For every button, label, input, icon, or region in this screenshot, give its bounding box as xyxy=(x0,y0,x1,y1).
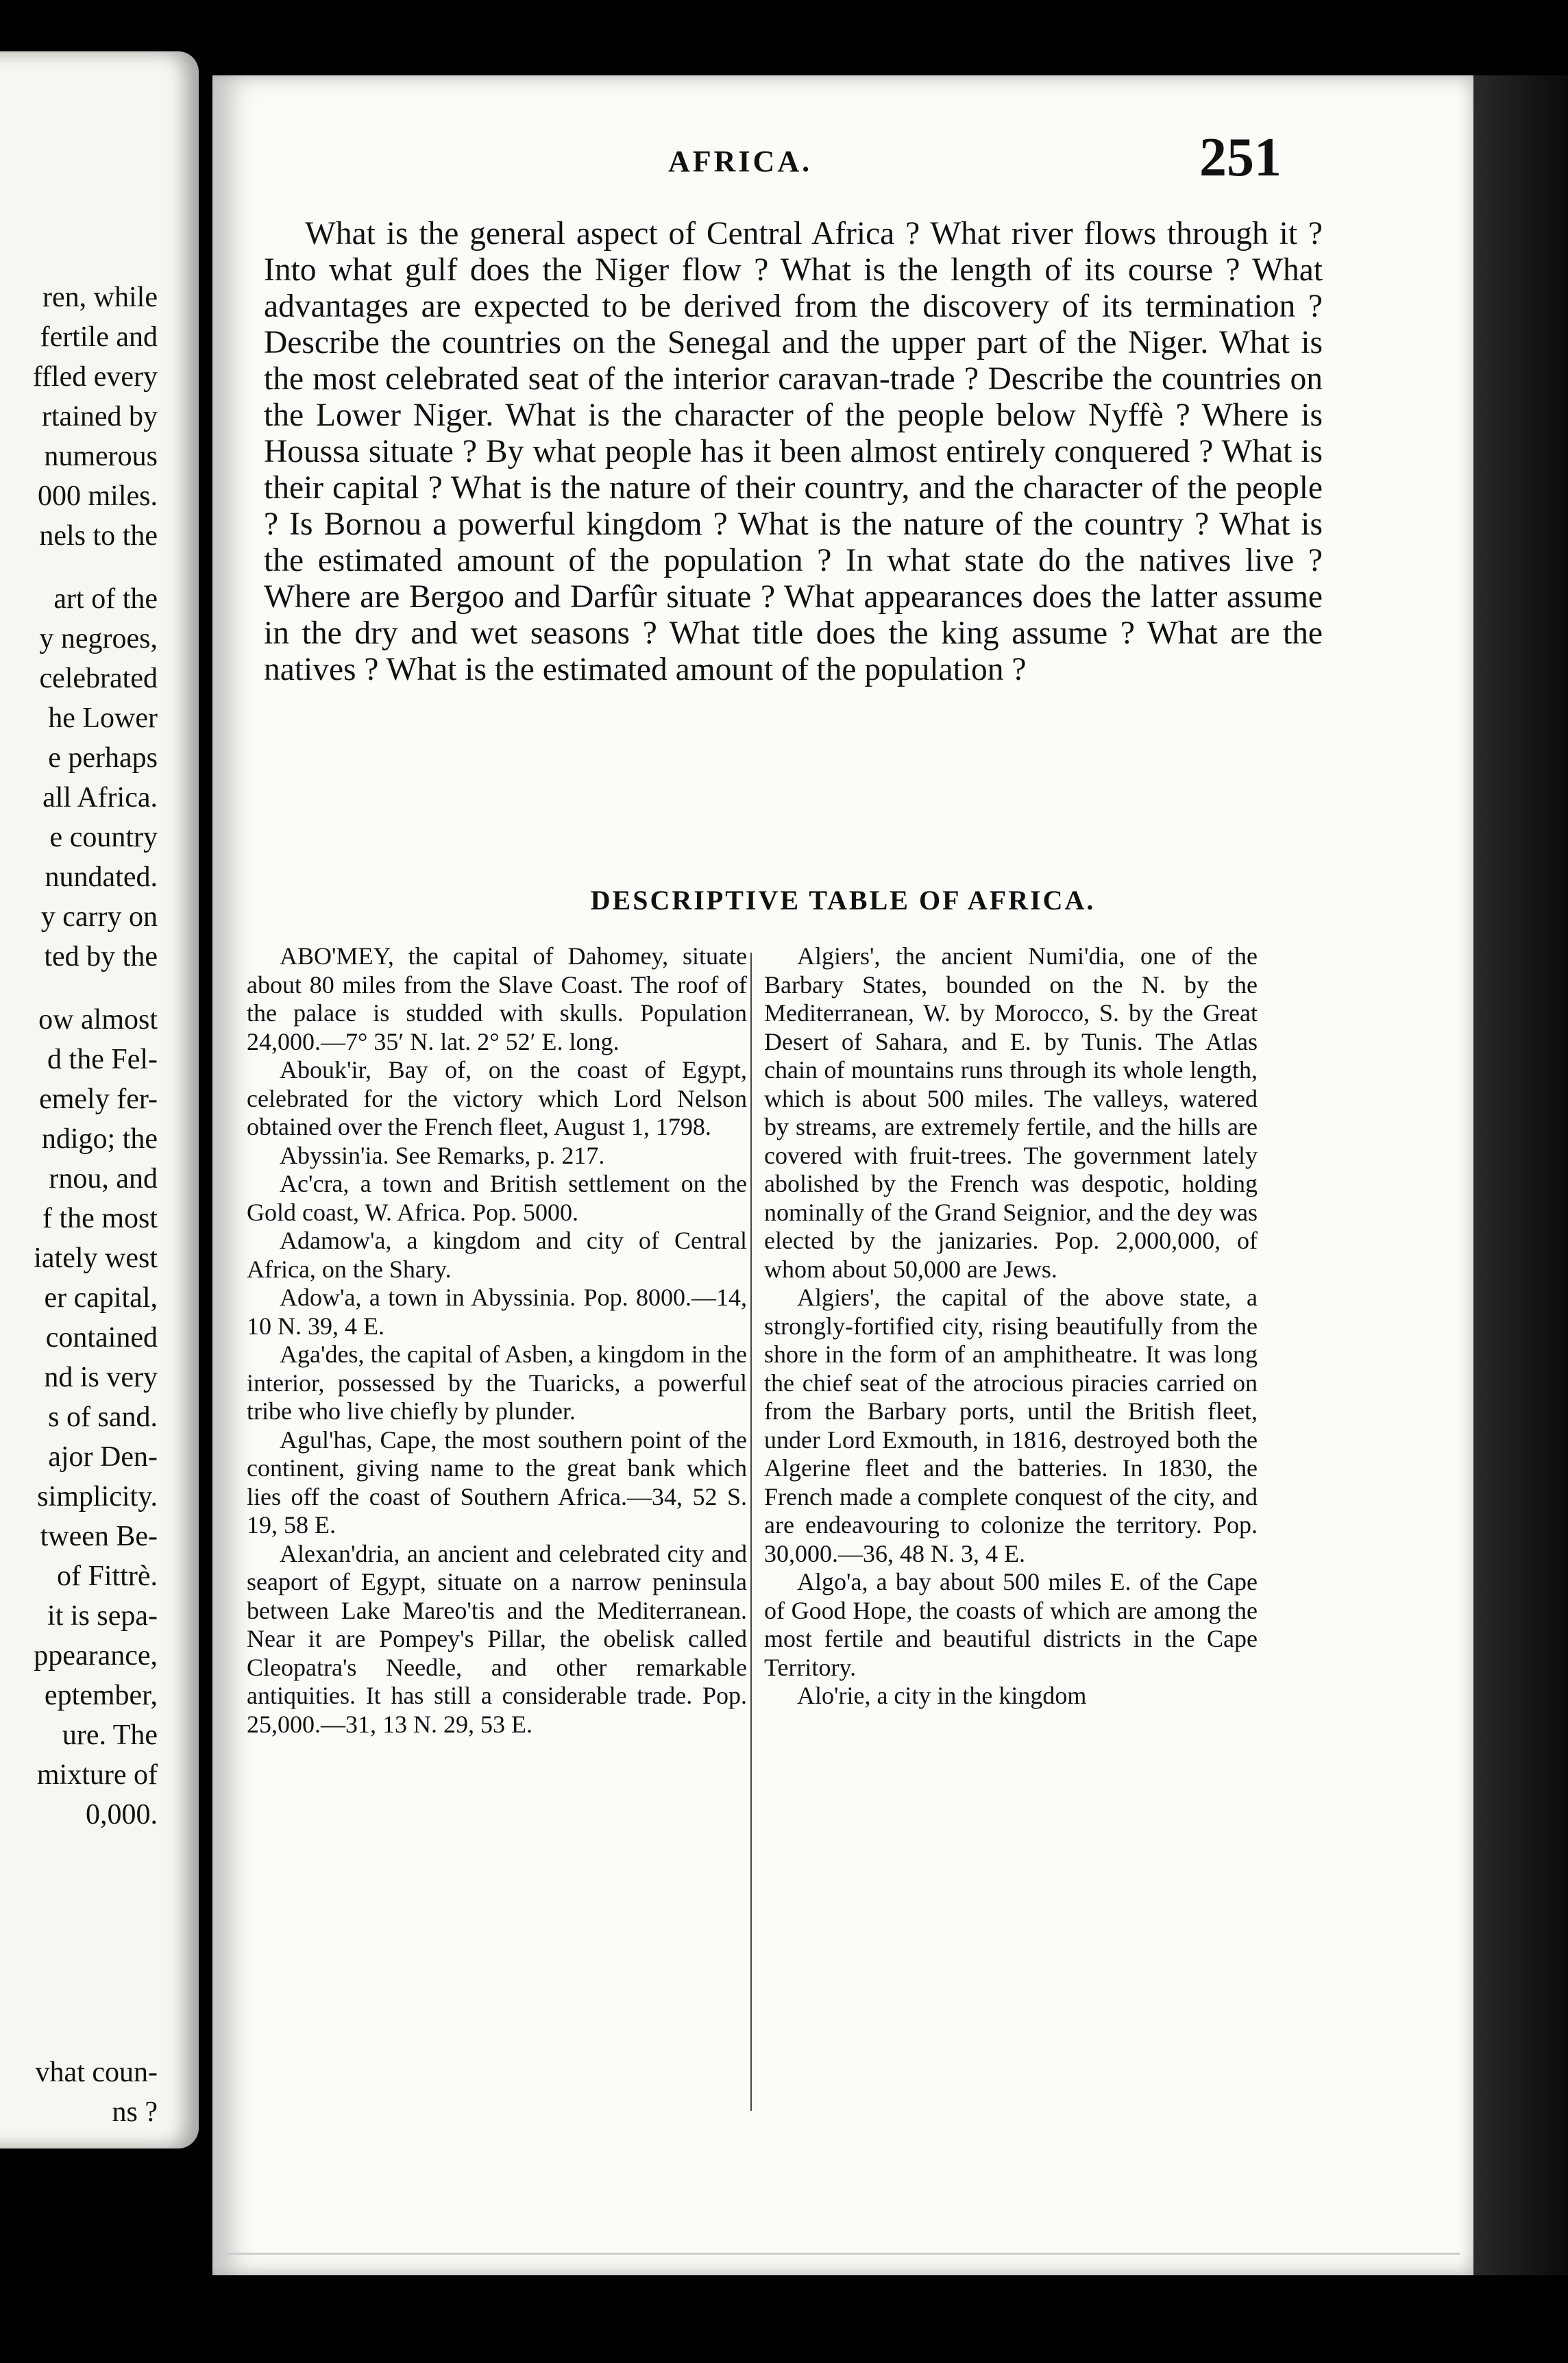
gazetteer-entry: Alexan'dria, an ancient and celebrated city and seaport of Egypt, situate on a narrow peninsula between Lake Mareo'tis and the Mediterranean. Near it are Pompey's Pillar, the obelisk called Cleopatra's Needle, and other remarkable antiquities. It has still a considerable trade. Pop. 25,000.—31, 13 N. 29, 53 E. xyxy=(247,1539,747,1738)
section-title: DESCRIPTIVE TABLE OF AFRICA. xyxy=(590,885,1096,916)
gazetteer-entry: Adamow'a, a kingdom and city of Central Africa, on the Shary. xyxy=(247,1227,747,1283)
gazetteer-entry: Algiers', the ancient Numi'dia, one of the Barbary States, bounded on the N. by the Mediterranean, W. by Morocco, S. by the Great Desert of Sahara, and E. by Tunis. The Atlas chain of mountains runs through its whole length, which is about 500 miles. The valleys, watered by streams, are extremely fertile, and the hills are covered with fruit-trees. The government lately abolished by the French was despotic, holding nominally of the Grand Seignior, and the dey was elected by the janizaries. Pop. 2,000,000, of whom about 50,000 are Jews. xyxy=(764,942,1258,1283)
facing-line: ow almost xyxy=(38,1004,158,1036)
facing-line: ffled every xyxy=(32,361,158,393)
gazetteer-entry: Agul'has, Cape, the most southern point of the continent, giving name to the great bank which lies off the coast of Southern Africa.—34, 52 S. 19, 58 E. xyxy=(247,1425,747,1539)
table-column-right xyxy=(764,942,1258,1711)
facing-line: 000 miles. xyxy=(38,480,158,512)
gazetteer-entry: Aga'des, the capital of Asben, a kingdom in the interior, possessed by the Tuaricks, a powerful tribe who live chiefly by plunder. xyxy=(247,1340,747,1425)
facing-line: emely fer- xyxy=(39,1083,158,1115)
facing-line: ren, while xyxy=(42,282,158,313)
page-number: 251 xyxy=(1199,127,1282,188)
facing-line: rtained by xyxy=(41,401,158,432)
table-column-left xyxy=(247,942,747,1739)
facing-line: ajor Den- xyxy=(48,1441,158,1473)
facing-line: nd is very xyxy=(44,1362,158,1393)
facing-line: d the Fel- xyxy=(47,1044,158,1075)
page-edge xyxy=(226,2253,1460,2255)
facing-line: contained xyxy=(45,1322,158,1354)
facing-line: numerous xyxy=(44,441,158,472)
gazetteer-entry: Abouk'ir, Bay of, on the coast of Egypt, celebrated for the victory which Lord Nelson obtained over the French fleet, August 1, 1798. xyxy=(247,1056,747,1140)
facing-line: ns ? xyxy=(112,2096,158,2128)
gazetteer-entry: Alo'rie, a city in the kingdom xyxy=(797,1682,1087,1709)
facing-page-fragment xyxy=(0,51,199,2148)
gazetteer-entry: ABO'MEY, the capital of Dahomey, situate about 80 miles from the Slave Coast. The roof of the palace is studded with skulls. Population 24,000.—7° 35′ N. lat. 2° 52′ E. long. xyxy=(247,942,747,1055)
facing-line: simplicity. xyxy=(37,1481,158,1513)
facing-line: e country xyxy=(49,822,158,853)
running-head: AFRICA. xyxy=(668,145,813,178)
facing-line: celebrated xyxy=(39,663,158,694)
facing-line: e perhaps xyxy=(48,742,158,774)
book-page xyxy=(212,75,1473,2275)
facing-line: vhat coun- xyxy=(35,2057,158,2088)
facing-line: ndigo; the xyxy=(41,1123,158,1155)
facing-line: eptember, xyxy=(44,1680,158,1711)
gazetteer-entry: Abyssin'ia. See Remarks, p. 217. xyxy=(280,1141,605,1169)
facing-line: s of sand. xyxy=(48,1401,158,1433)
facing-page-lower-lines xyxy=(36,2053,158,2132)
facing-line: nels to the xyxy=(39,520,158,552)
facing-line: 0,000. xyxy=(86,1799,158,1831)
gazetteer-entry: Algo'a, a bay about 500 miles E. of the Cape of Good Hope, the coasts of which are among the most fertile and beautiful districts in the Cape Territory. xyxy=(764,1568,1258,1681)
column-divider xyxy=(750,953,752,2111)
review-questions: What is the general aspect of Central Africa ? What river flows through it ? Into what gulf does the Niger flow ? What is the length of its course ? What advantages are expected to be derived from the discovery of its termination ? Describe the countries on the Senegal and the upper part of the Niger. What is the most celebrated seat of the interior caravan-trade ? Describe the countries on the Lower Niger. What is the character of the people below Nyffè ? Where is Houssa situate ? By what people has it been almost entirely conquered ? What is their capital ? What is the nature of their country, and the character of the people ? Is Bornou a powerful kingdom ? What is the nature of the country ? What is the estimated amount of the population ? In what state do the natives live ? Where are Bergoo and Darfûr situate ? What appearances does the latter assume in the dry and wet seasons ? What title does the king assume ? What are the natives ? What is the estimated amount of the population ? xyxy=(264,216,1323,687)
facing-line: f the most xyxy=(42,1203,158,1234)
facing-line: mixture of xyxy=(36,1759,158,1791)
facing-line: iately west xyxy=(34,1242,158,1274)
facing-line: ure. The xyxy=(62,1719,158,1751)
facing-line: tween Be- xyxy=(40,1521,158,1552)
facing-page-lines xyxy=(33,278,158,1835)
facing-line: er capital, xyxy=(44,1282,158,1314)
facing-line: art of the xyxy=(53,583,158,615)
facing-line: of Fittrè. xyxy=(57,1560,158,1592)
gazetteer-entry: Ac'cra, a town and British settlement on the Gold coast, W. Africa. Pop. 5000. xyxy=(247,1170,747,1226)
facing-line: rnou, and xyxy=(49,1163,158,1195)
book-spine xyxy=(1473,75,1568,2275)
gazetteer-entry: Adow'a, a town in Abyssinia. Pop. 8000.—14, 10 N. 39, 4 E. xyxy=(247,1284,747,1340)
facing-line: ppearance, xyxy=(34,1640,158,1672)
facing-line: all Africa. xyxy=(42,782,158,813)
facing-line: fertile and xyxy=(40,321,158,353)
facing-line: he Lower xyxy=(48,702,158,734)
facing-line: y carry on xyxy=(40,901,158,933)
facing-line: y negroes, xyxy=(39,623,158,654)
gazetteer-entry: Algiers', the capital of the above state, a strongly-fortified city, rising beautifully from the shore in the form of an amphitheatre. It was long the chief seat of the atrocious piracies carried on from the Barbary ports, until the British fleet, under Lord Exmouth, in 1816, destroyed both the Algerine fleet and the batteries. In 1830, the French made a complete conquest of the city, and are endeavouring to colonize the territory. Pop. 30,000.—36, 48 N. 3, 4 E. xyxy=(764,1284,1258,1567)
facing-line: nundated. xyxy=(45,861,158,893)
facing-line: ted by the xyxy=(44,941,158,972)
facing-line: it is sepa- xyxy=(47,1600,158,1632)
